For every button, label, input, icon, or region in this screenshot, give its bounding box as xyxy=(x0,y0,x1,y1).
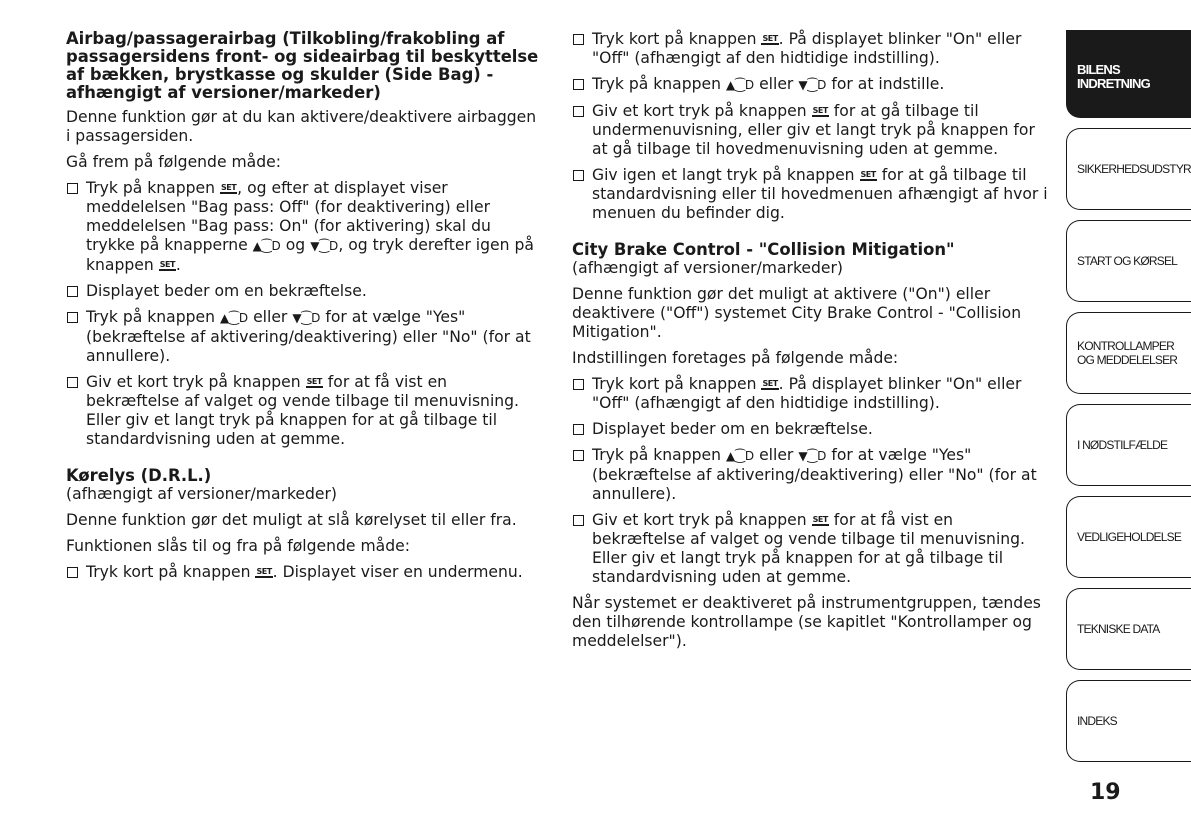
set-button-icon: SET xyxy=(256,567,272,576)
left-column xyxy=(66,30,542,589)
list-item: Giv et kort tryk på knappen SET for at få vist en bekræftelse af valget og vende tilbage til menuvisning. Eller giv et langt tryk på knappen for at gå tilbage til standardvisning uden at gemme. xyxy=(572,511,1048,587)
set-button-icon: SET xyxy=(812,106,828,115)
tab-start-og-korsel[interactable]: START OG KØRSEL xyxy=(1066,220,1191,302)
tab-vedligeholdelse[interactable]: VEDLIGEHOLDELSE xyxy=(1066,496,1191,578)
airbag-proceed: Gå frem på følgende måde: xyxy=(66,153,281,171)
chapter-tabs xyxy=(1066,30,1191,772)
down-button-icon: ▼⁐D xyxy=(310,239,339,253)
list-item: Tryk kort på knappen SET. På displayet blinker "On" eller "Off" (afhængigt af den hidtidige indstilling). xyxy=(572,30,1048,68)
cbc-note: Når systemet er deaktiveret på instrumentgruppen, tændes den tilhørende kontrollampe (se kapitlet "Kontrollamper og meddelelser"). xyxy=(572,594,1041,650)
set-button-icon: SET xyxy=(812,515,828,524)
up-button-icon: ▲⁐D xyxy=(219,311,249,325)
list-item: Tryk kort på knappen SET. Displayet viser en undermenu. xyxy=(66,563,542,582)
list-item: Tryk på knappen ▲⁐D eller ▼⁐D for at vælge "Yes" (bekræftelse af aktivering/deaktivering) eller "No" (for at annullere). xyxy=(66,308,542,366)
airbag-intro: Denne funktion gør at du kan aktivere/deaktivere airbaggen i passagersiden. xyxy=(66,108,537,145)
list-item: Giv et kort tryk på knappen SET for at få vist en bekræftelse af valget og vende tilbage til menuvisning. Eller giv et langt tryk på knappen for at gå tilbage til standardvisning uden at gemme. xyxy=(66,373,542,449)
list-item: Tryk kort på knappen SET. På displayet blinker "On" eller "Off" (afhængigt af den hidtidige indstilling). xyxy=(572,375,1048,413)
middle-column xyxy=(572,30,1048,658)
list-item: Giv et kort tryk på knappen SET for at gå tilbage til undermenuvisning, eller giv et langt tryk på knappen for at gå tilbage til hovedmenuvisning uden at gemme. xyxy=(572,102,1048,159)
list-item: Tryk på knappen ▲⁐D eller ▼⁐D for at vælge "Yes" (bekræftelse af aktivering/deaktivering) eller "No" (for at annullere). xyxy=(572,446,1048,504)
cbc-subtitle: (afhængigt af versioner/markeder) xyxy=(572,259,843,277)
drl-proceed: Funktionen slås til og fra på følgende måde: xyxy=(66,537,410,555)
cbc-proceed: Indstillingen foretages på følgende måde: xyxy=(572,349,899,367)
cbc-heading: City Brake Control - "Collision Mitigation" xyxy=(572,240,955,259)
page-number: 19 xyxy=(1090,780,1121,805)
up-button-icon: ▲⁐D xyxy=(252,239,281,253)
tab-kontrollamper[interactable]: KONTROLLAMPER OG MEDDELELSER xyxy=(1066,312,1191,394)
down-button-icon: ▼⁐D xyxy=(798,78,827,92)
list-item: Giv igen et langt tryk på knappen SET for at gå tilbage til standardvisning eller til hovedmenuen afhængigt af hvor i menuen du befinder dig. xyxy=(572,166,1048,223)
set-button-icon: SET xyxy=(159,260,175,269)
drl-steps-continued xyxy=(572,30,1048,223)
up-button-icon: ▲⁐D xyxy=(725,78,755,92)
set-button-icon: SET xyxy=(220,183,237,192)
list-item: Tryk på knappen ▲⁐D eller ▼⁐D for at indstille. xyxy=(572,75,1048,95)
airbag-heading: Airbag/passagerairbag (Tilkobling/frakobling af passagersidens front- og sideairbag til beskyttelse af bækken, brystkasse og skulder (Side Bag) - afhængigt af versioner/markeder) xyxy=(66,29,539,102)
airbag-steps xyxy=(66,179,542,449)
tab-tekniske-data[interactable]: TEKNISKE DATA xyxy=(1066,588,1191,670)
set-button-icon: SET xyxy=(762,34,778,43)
list-item: Displayet beder om en bekræftelse. xyxy=(66,282,542,301)
set-button-icon: SET xyxy=(860,170,876,179)
list-item: Tryk på knappen SET, og efter at displayet viser meddelelsen "Bag pass: Off" (for deaktivering) eller meddelelsen "Bag pass: On" (for aktivering) skal du trykke på knapperne ▲⁐D og ▼⁐D, og tryk derefter igen på knappen SET. xyxy=(66,179,542,275)
down-button-icon: ▼⁐D xyxy=(292,311,321,325)
up-button-icon: ▲⁐D xyxy=(725,449,755,463)
drl-intro: Denne funktion gør det muligt at slå kørelyset til eller fra. xyxy=(66,511,517,529)
set-button-icon: SET xyxy=(762,379,778,388)
tab-indeks[interactable]: INDEKS xyxy=(1066,680,1191,762)
cbc-intro: Denne funktion gør det muligt at aktivere ("On") eller deaktivere ("Off") systemet City Brake Control - "Collision Mitigation". xyxy=(572,285,1022,341)
drl-subtitle: (afhængigt af versioner/markeder) xyxy=(66,485,337,503)
cbc-steps xyxy=(572,375,1048,587)
list-item: Displayet beder om en bekræftelse. xyxy=(572,420,1048,439)
drl-heading: Kørelys (D.R.L.) xyxy=(66,466,212,485)
set-button-icon: SET xyxy=(306,377,322,386)
down-button-icon: ▼⁐D xyxy=(798,449,827,463)
tab-i-nodstilfaelde[interactable]: I NØDSTILFÆLDE xyxy=(1066,404,1191,486)
tab-sikkerhedsudstyr[interactable]: SIKKERHEDSUDSTYR xyxy=(1066,128,1191,210)
tab-bilens-indretning[interactable]: BILENS INDRETNING xyxy=(1066,30,1191,118)
drl-steps xyxy=(66,563,542,582)
